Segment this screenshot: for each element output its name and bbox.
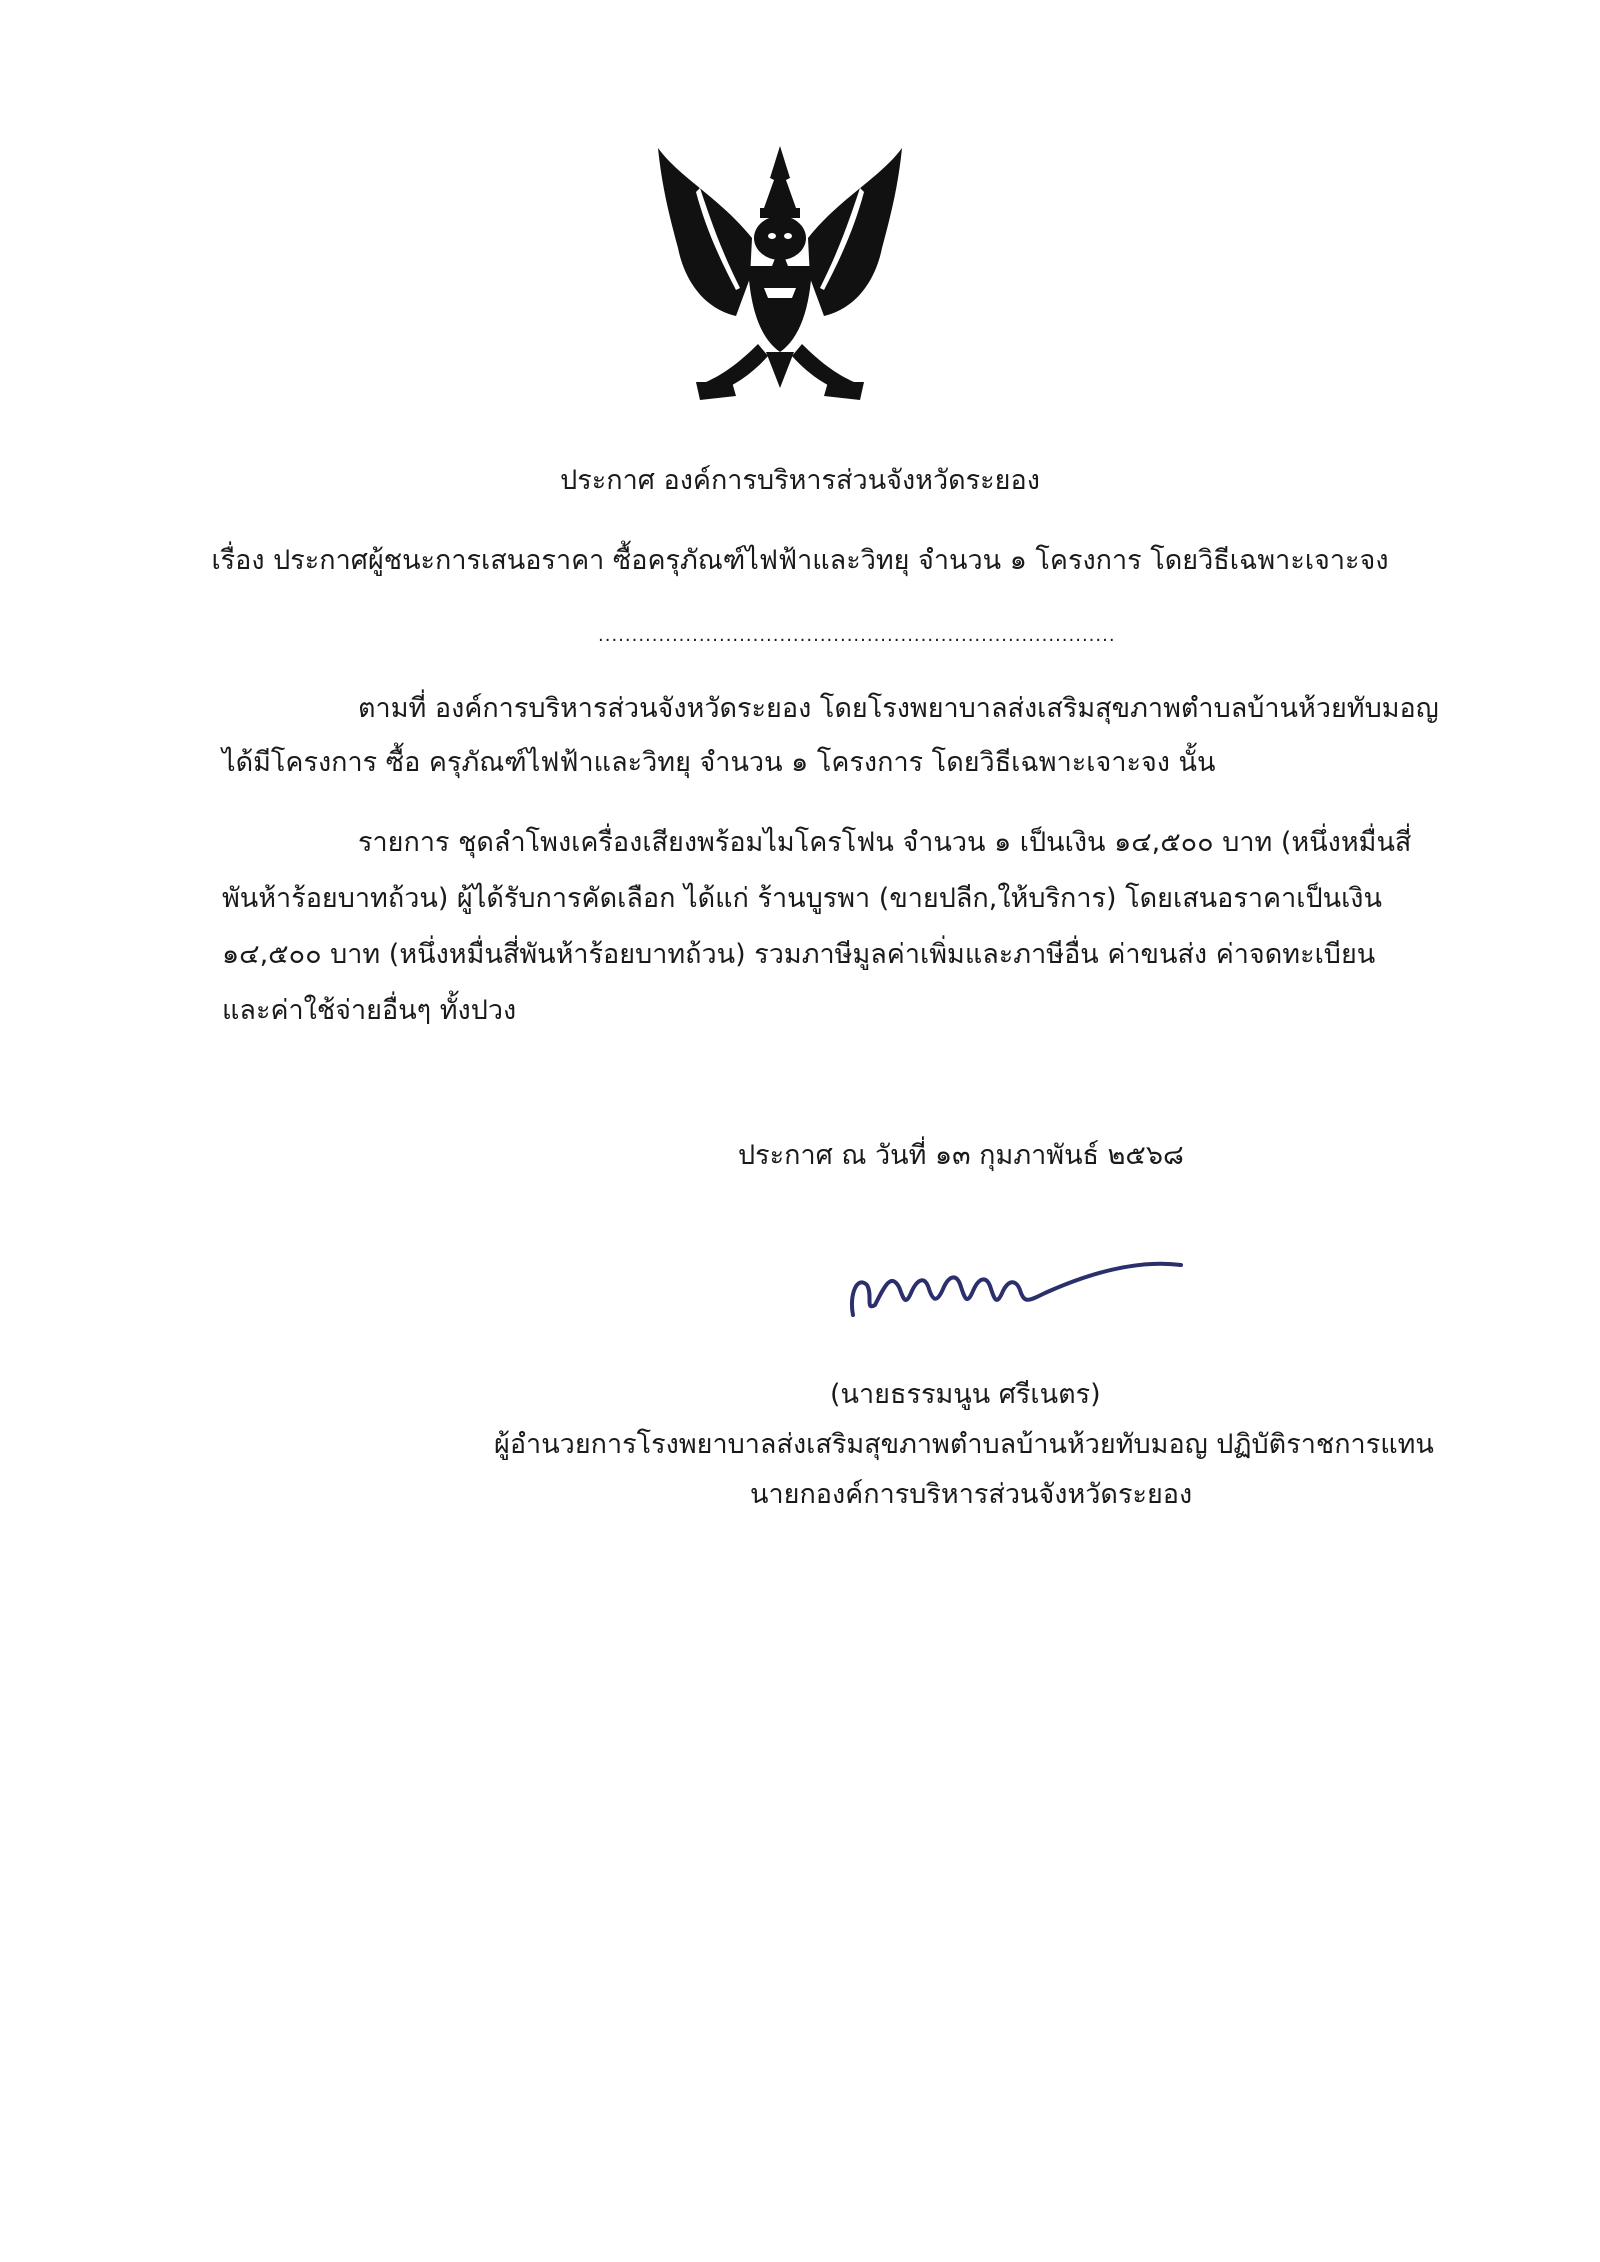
issuer-heading: ประกาศ องค์การบริหารส่วนจังหวัดระยอง <box>560 465 1040 496</box>
para2-line-2: พันห้าร้อยบาทถ้วน) ผู้ได้รับการคัดเลือก ได้แก่ ร้านบูรพา (ขายปลีก,ให้บริการ) โดยเสนอราคาเป็นเงิน <box>222 883 1382 914</box>
para1-line-1: ตามที่ องค์การบริหารส่วนจังหวัดระยอง โดยโรงพยาบาลส่งเสริมสุขภาพตำบลบ้านห้วยทับมอญ <box>358 693 1439 724</box>
signer-name: (นายธรรมนูน ศรีเนตร) <box>830 1379 1101 1410</box>
handwritten-signature <box>845 1245 1185 1335</box>
para2-line-1: รายการ ชุดลำโพงเครื่องเสียงพร้อมไมโครโฟน จำนวน ๑ เป็นเงิน ๑๔,๕๐๐ บาท (หนึ่งหมื่นสี่ <box>358 827 1412 858</box>
signer-position-line-2: นายกองค์การบริหารส่วนจังหวัดระยอง <box>750 1479 1193 1510</box>
subject-heading: เรื่อง ประกาศผู้ชนะการเสนอราคา ซื้อครุภัณฑ์ไฟฟ้าและวิทยุ จำนวน ๑ โครงการ โดยวิธีเฉพาะเจาะจง <box>211 545 1389 576</box>
announcement-date: ประกาศ ณ วันที่ ๑๓ กุมภาพันธ์ ๒๕๖๘ <box>738 1140 1184 1171</box>
signer-position-line-1: ผู้อำนวยการโรงพยาบาลส่งเสริมสุขภาพตำบลบ้านห้วยทับมอญ ปฏิบัติราชการแทน <box>494 1429 1434 1460</box>
para1-line-2: ได้มีโครงการ ซื้อ ครุภัณฑ์ไฟฟ้าและวิทยุ จำนวน ๑ โครงการ โดยวิธีเฉพาะเจาะจง นั้น <box>222 747 1216 778</box>
garuda-emblem-icon <box>640 138 920 418</box>
para2-line-3: ๑๔,๕๐๐ บาท (หนึ่งหมื่นสี่พันห้าร้อยบาทถ้วน) รวมภาษีมูลค่าเพิ่มและภาษีอื่น ค่าขนส่ง ค่าจดทะเบียน <box>222 939 1376 970</box>
separator-dots: ............................................................................. <box>598 625 1116 646</box>
para2-line-4: และค่าใช้จ่ายอื่นๆ ทั้งปวง <box>222 995 517 1026</box>
